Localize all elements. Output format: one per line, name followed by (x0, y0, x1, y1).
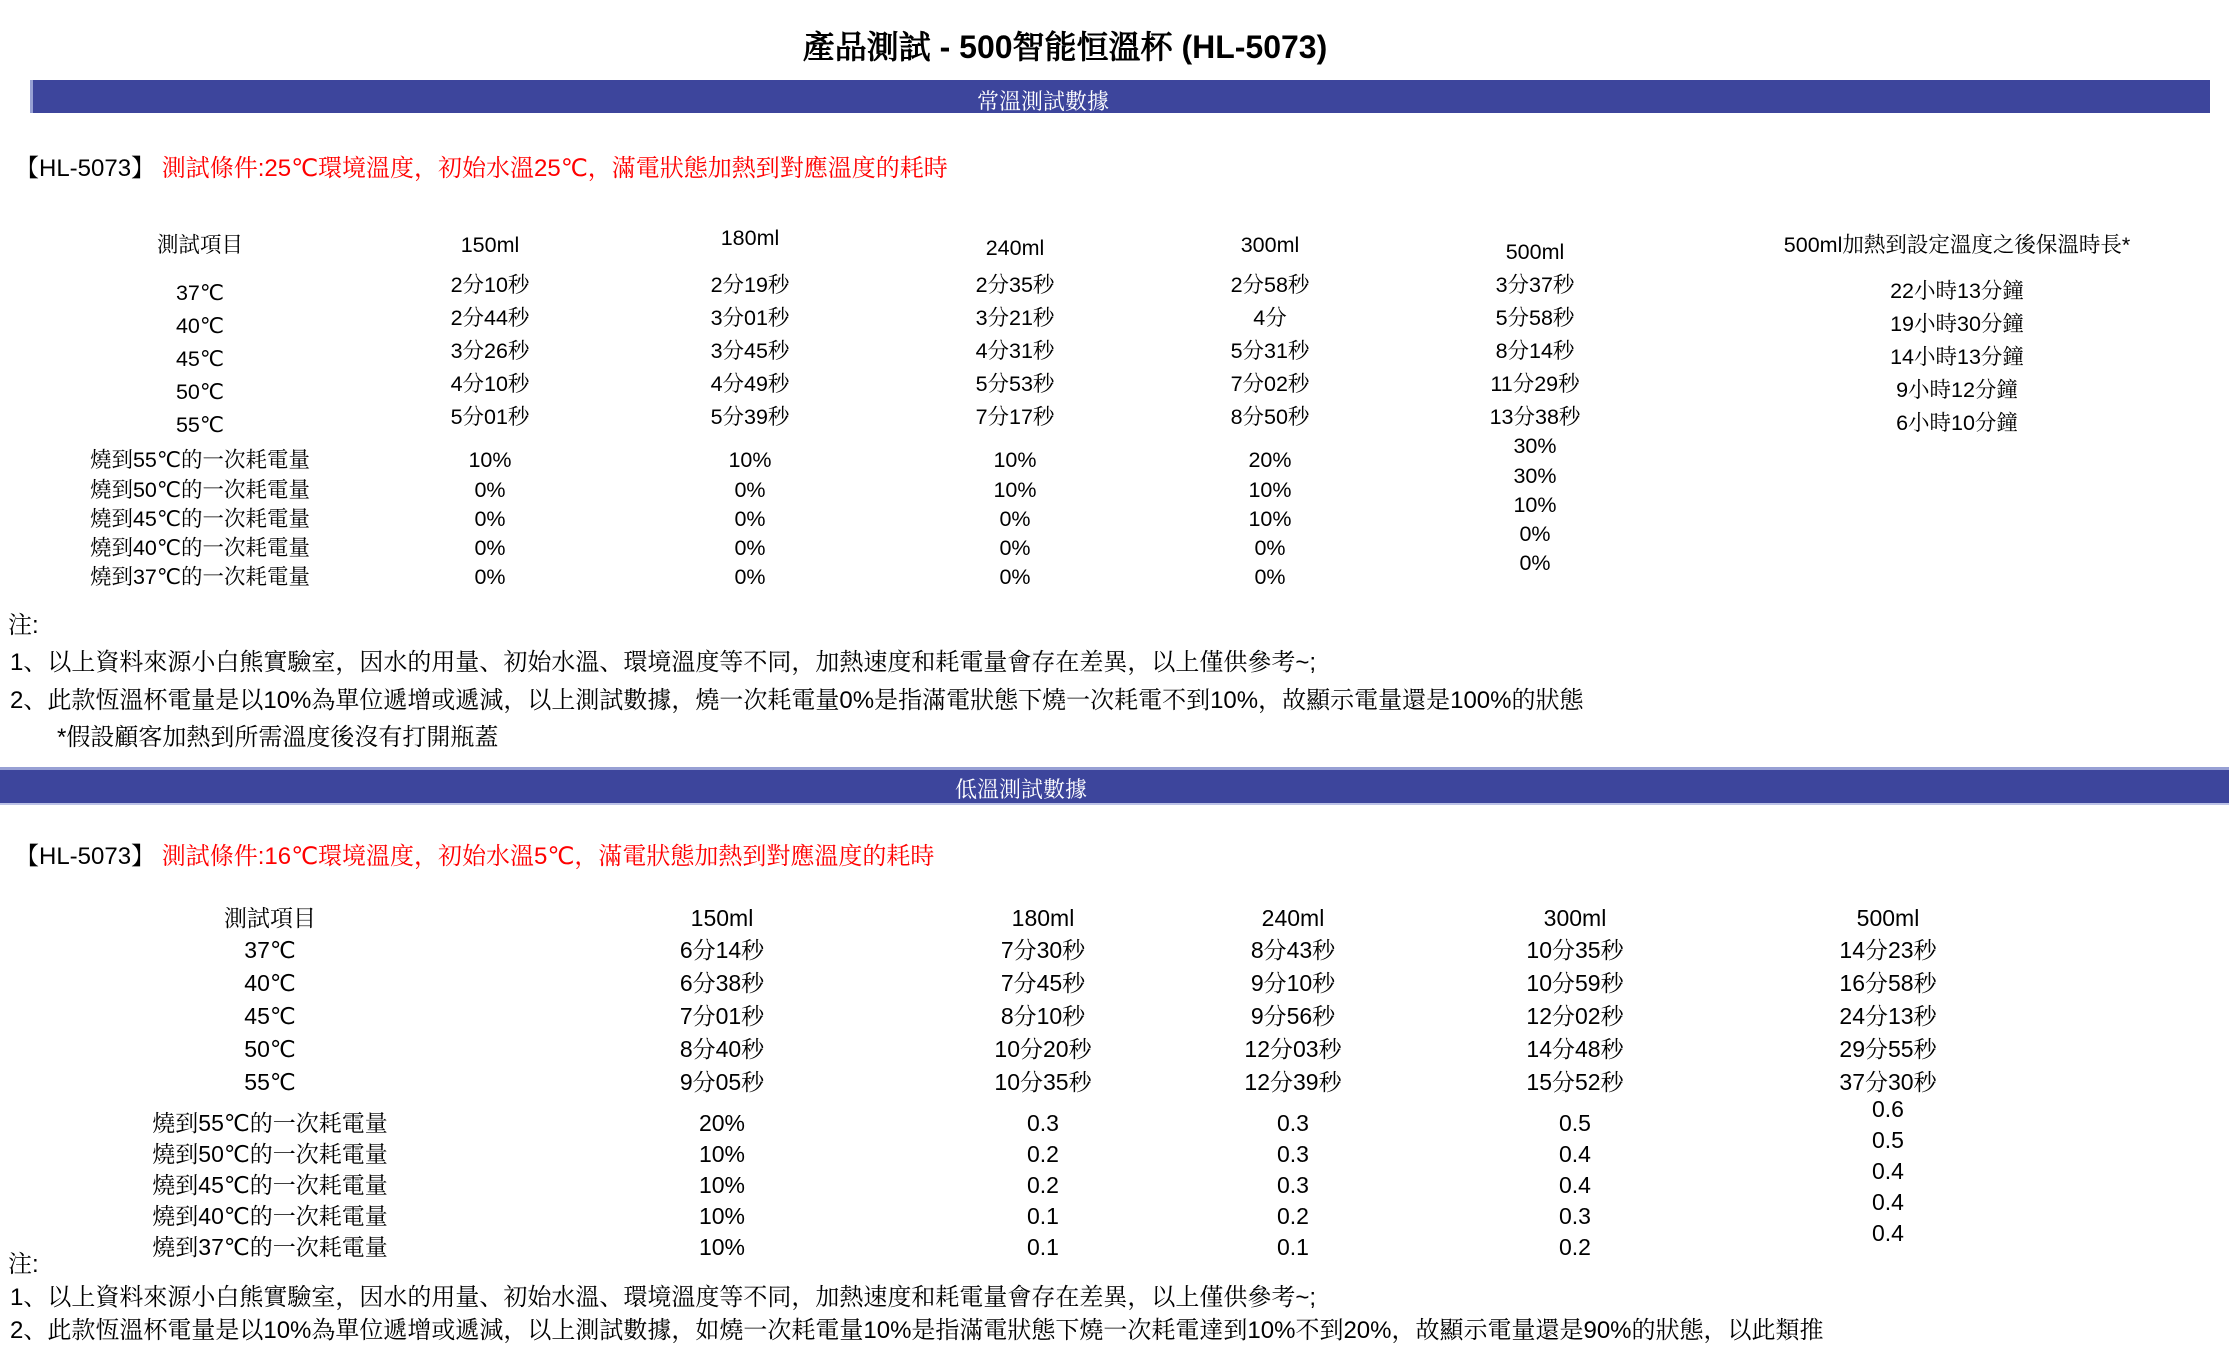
data-cell: 0.1 (1027, 1203, 1059, 1229)
data-cell: 14分48秒 (1526, 1036, 1624, 1062)
row-label: 燒到55℃的一次耗電量 (152, 1110, 388, 1136)
note-line: 注: (8, 612, 39, 639)
data-cell: 0.4 (1559, 1172, 1591, 1198)
data-cell: 29分55秒 (1839, 1036, 1937, 1062)
data-cell: 0% (734, 565, 766, 589)
data-cell: 0.2 (1027, 1141, 1059, 1167)
data-cell: 0% (734, 507, 766, 531)
data-cell: 11分29秒 (1490, 372, 1580, 396)
note-line: 2、此款恆溫杯電量是以10%為單位遞增或遞減，以上測試數據，燒一次耗電量0%是指滿電狀態下燒一次耗電不到10%，故顯示電量還是100%的狀態 (10, 687, 1584, 714)
data-cell: 14小時13分鐘 (1890, 345, 2024, 369)
column-header: 300ml (1543, 905, 1607, 931)
column-header: 500ml (1505, 240, 1565, 264)
data-cell: 8分43秒 (1250, 937, 1336, 963)
data-cell: 5分31秒 (1230, 339, 1310, 363)
data-cell: 20% (1248, 448, 1292, 472)
data-cell: 0.1 (1277, 1234, 1309, 1260)
data-cell: 22小時13分鐘 (1890, 279, 2024, 303)
page-title: 產品測試 - 500智能恒溫杯 (HL-5073) (802, 29, 1328, 65)
data-cell: 10% (728, 448, 772, 472)
test-condition-normal-temp (15, 148, 948, 183)
data-cell: 12分39秒 (1244, 1069, 1342, 1095)
section-banner-normal-temp (30, 80, 2210, 113)
data-cell: 10分20秒 (994, 1036, 1092, 1062)
data-cell: 9小時12分鐘 (1896, 378, 2018, 402)
data-cell: 0.2 (1559, 1234, 1591, 1260)
data-cell: 0% (734, 536, 766, 560)
column-header: 240ml (985, 236, 1045, 260)
row-label: 燒到45℃的一次耗電量 (152, 1172, 388, 1198)
column-header: 150ml (690, 905, 754, 931)
note-line: *假設顧客加熱到所需溫度後沒有打開瓶蓋 (57, 724, 499, 751)
data-cell: 0.5 (1559, 1110, 1591, 1136)
row-label: 45℃ (175, 347, 225, 371)
data-cell: 0% (999, 536, 1031, 560)
data-cell: 4分 (1253, 306, 1287, 330)
data-cell: 3分37秒 (1495, 273, 1575, 297)
row-label: 55℃ (244, 1069, 296, 1095)
column-header: 500ml加熱到設定溫度之後保溫時長* (1783, 233, 2131, 257)
row-label: 40℃ (244, 970, 296, 996)
data-cell: 24分13秒 (1839, 1003, 1937, 1029)
column-header: 測試項目 (224, 905, 316, 931)
data-cell: 7分45秒 (1000, 970, 1086, 996)
data-cell: 10% (1248, 507, 1292, 531)
data-cell: 0.1 (1027, 1234, 1059, 1260)
data-cell: 7分01秒 (679, 1003, 765, 1029)
column-header: 150ml (460, 233, 520, 257)
data-cell: 4分31秒 (975, 339, 1055, 363)
data-cell: 0% (1254, 565, 1286, 589)
data-cell: 37分30秒 (1839, 1069, 1937, 1095)
row-label: 燒到37℃的一次耗電量 (152, 1234, 388, 1260)
data-cell: 6小時10分鐘 (1896, 411, 2018, 435)
data-cell: 2分10秒 (450, 273, 530, 297)
data-cell: 10分59秒 (1526, 970, 1624, 996)
data-cell: 8分14秒 (1495, 339, 1575, 363)
row-label: 40℃ (175, 314, 225, 338)
column-header: 測試項目 (156, 233, 243, 257)
data-cell: 2分19秒 (710, 273, 790, 297)
data-cell: 0.3 (1277, 1141, 1309, 1167)
data-cell: 30% (1513, 434, 1557, 458)
data-cell: 0.3 (1027, 1110, 1059, 1136)
data-cell: 0% (474, 536, 506, 560)
data-cell: 10% (698, 1141, 746, 1167)
data-cell: 0.3 (1277, 1110, 1309, 1136)
row-label: 燒到55℃的一次耗電量 (89, 448, 311, 472)
row-label: 燒到50℃的一次耗電量 (89, 478, 311, 502)
data-cell: 7分02秒 (1230, 372, 1310, 396)
data-cell: 0.6 (1872, 1096, 1904, 1122)
data-cell: 0.3 (1559, 1203, 1591, 1229)
row-label: 燒到37℃的一次耗電量 (89, 565, 311, 589)
data-cell: 0.4 (1872, 1220, 1904, 1246)
section-banner-low-temp (0, 767, 2229, 805)
row-label: 37℃ (175, 281, 225, 305)
condition-text: 測試條件:16℃環境溫度，初始水溫5℃，滿電狀態加熱到對應溫度的耗時 (161, 843, 935, 870)
data-cell: 30% (1513, 464, 1557, 488)
data-cell: 10% (468, 448, 512, 472)
data-cell: 15分52秒 (1526, 1069, 1624, 1095)
data-cell: 0.4 (1872, 1158, 1904, 1184)
data-cell: 12分02秒 (1526, 1003, 1624, 1029)
data-cell: 0.4 (1872, 1189, 1904, 1215)
data-cell: 3分45秒 (710, 339, 790, 363)
data-cell: 5分53秒 (975, 372, 1055, 396)
data-cell: 0% (1519, 551, 1551, 575)
data-cell: 0.3 (1277, 1172, 1309, 1198)
data-cell: 0.4 (1559, 1141, 1591, 1167)
column-header: 300ml (1240, 233, 1300, 257)
data-cell: 7分17秒 (975, 405, 1055, 429)
data-cell: 6分38秒 (679, 970, 765, 996)
column-header: 500ml (1856, 905, 1920, 931)
data-cell: 5分39秒 (710, 405, 790, 429)
data-cell: 10% (698, 1234, 746, 1260)
data-cell: 0% (474, 478, 506, 502)
data-cell: 2分58秒 (1230, 273, 1310, 297)
data-cell: 2分35秒 (975, 273, 1055, 297)
data-cell: 8分40秒 (679, 1036, 765, 1062)
data-cell: 0% (474, 507, 506, 531)
data-cell: 10% (993, 478, 1037, 502)
row-label: 燒到40℃的一次耗電量 (152, 1203, 388, 1229)
data-cell: 10% (698, 1172, 746, 1198)
data-cell: 10分35秒 (1526, 937, 1624, 963)
data-cell: 16分58秒 (1839, 970, 1937, 996)
data-cell: 0.2 (1027, 1172, 1059, 1198)
data-cell: 9分05秒 (679, 1069, 765, 1095)
data-cell: 9分56秒 (1250, 1003, 1336, 1029)
data-cell: 10% (698, 1203, 746, 1229)
model-code: 【HL-5073】 (15, 155, 156, 182)
data-cell: 10% (993, 448, 1037, 472)
row-label: 燒到40℃的一次耗電量 (89, 536, 311, 560)
banner-label-low-temp: 低溫測試數據 (954, 777, 1088, 802)
row-label: 45℃ (244, 1003, 296, 1029)
data-cell: 10% (1248, 478, 1292, 502)
model-code: 【HL-5073】 (15, 843, 156, 870)
note-line: 注: (8, 1251, 39, 1278)
data-cell: 4分49秒 (710, 372, 790, 396)
row-label: 燒到50℃的一次耗電量 (152, 1141, 388, 1167)
note-line: 1、以上資料來源小白熊實驗室，因水的用量、初始水溫、環境溫度等不同，加熱速度和耗電量會存在差異，以上僅供參考~; (10, 649, 1317, 676)
data-cell: 0.5 (1872, 1127, 1904, 1153)
data-cell: 8分50秒 (1230, 405, 1310, 429)
data-cell: 6分14秒 (679, 937, 765, 963)
row-label: 55℃ (175, 413, 225, 437)
data-cell: 8分10秒 (1000, 1003, 1086, 1029)
column-header: 180ml (1011, 905, 1075, 931)
row-label: 燒到45℃的一次耗電量 (89, 507, 311, 531)
row-label: 50℃ (244, 1036, 296, 1062)
banner-label-normal-temp: 常溫測試數據 (976, 89, 1110, 114)
data-cell: 12分03秒 (1244, 1036, 1342, 1062)
data-cell: 9分10秒 (1250, 970, 1336, 996)
data-cell: 3分21秒 (975, 306, 1055, 330)
row-label: 37℃ (244, 937, 296, 963)
data-cell: 0% (734, 478, 766, 502)
data-cell: 3分26秒 (450, 339, 530, 363)
data-cell: 19小時30分鐘 (1890, 312, 2024, 336)
data-cell: 0% (999, 507, 1031, 531)
data-cell: 13分38秒 (1489, 405, 1581, 429)
column-header: 240ml (1261, 905, 1325, 931)
note-line: 2、此款恆溫杯電量是以10%為單位遞增或遞減，以上測試數據，如燒一次耗電量10%是指滿電狀態下燒一次耗電達到10%不到20%，故顯示電量還是90%的狀態，以此類推 (10, 1317, 1824, 1344)
data-cell: 4分10秒 (450, 372, 530, 396)
data-cell: 7分30秒 (1000, 937, 1086, 963)
data-cell: 0% (474, 565, 506, 589)
row-label: 50℃ (175, 380, 225, 404)
data-cell: 2分44秒 (450, 306, 530, 330)
data-cell: 0% (999, 565, 1031, 589)
data-cell: 10分35秒 (994, 1069, 1092, 1095)
data-cell: 14分23秒 (1839, 937, 1937, 963)
data-cell: 20% (698, 1110, 746, 1136)
condition-text: 測試條件:25℃環境溫度，初始水溫25℃，滿電狀態加熱到對應溫度的耗時 (161, 155, 948, 182)
data-cell: 0% (1519, 522, 1551, 546)
column-header: 180ml (720, 226, 780, 250)
data-cell: 3分01秒 (710, 306, 790, 330)
data-cell: 5分58秒 (1495, 306, 1575, 330)
test-condition-low-temp (15, 836, 934, 871)
note-line: 1、以上資料來源小白熊實驗室，因水的用量、初始水溫、環境溫度等不同，加熱速度和耗電量會存在差異，以上僅供參考~; (10, 1284, 1317, 1311)
data-cell: 10% (1513, 493, 1557, 517)
data-cell: 0% (1254, 536, 1286, 560)
data-cell: 0.2 (1277, 1203, 1309, 1229)
data-cell: 5分01秒 (450, 405, 530, 429)
